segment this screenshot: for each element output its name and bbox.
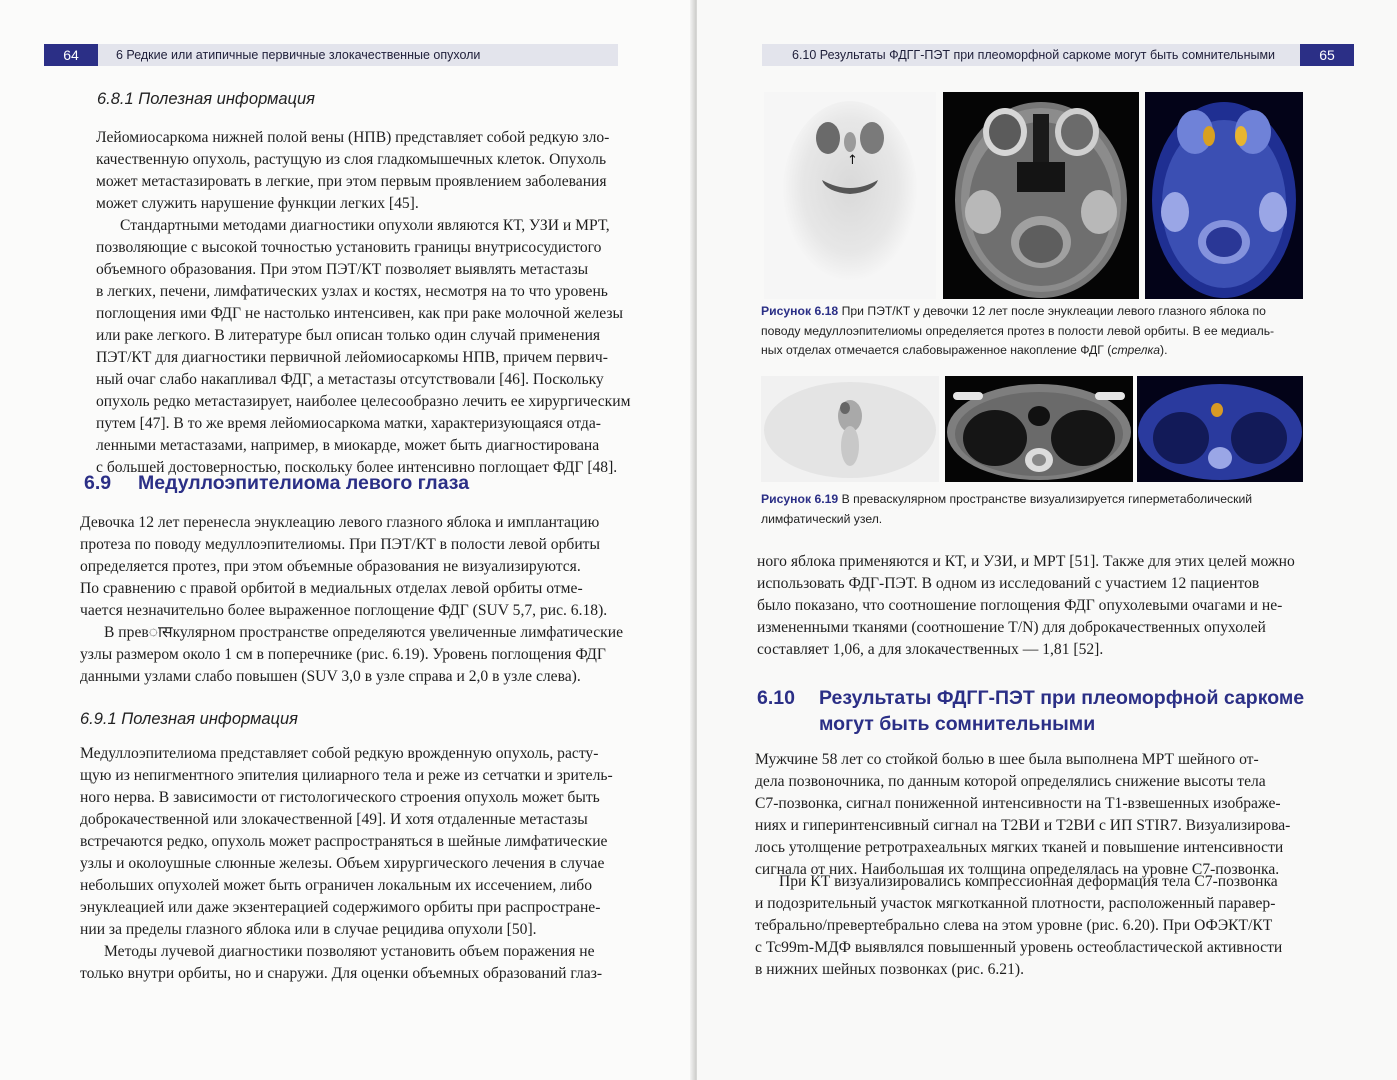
text-line: По сравнению с правой орбитой в медиальных отделах левой орбиты отме-	[80, 580, 583, 597]
caption-line: лимфатический узел.	[761, 511, 883, 526]
paragraph-4	[80, 622, 624, 688]
section-number: 6.9	[84, 472, 112, 494]
paragraph-3	[80, 512, 617, 622]
text-line: энуклеацией или даже экзентерацией содержимого орбиты при распростране-	[80, 899, 601, 916]
section-heading-6-8-1: 6.8.1 Полезная информация	[97, 90, 315, 108]
ct-head-image	[943, 92, 1139, 299]
figure-6-18-ct-scan	[943, 92, 1139, 299]
figure-6-19-ct-scan	[945, 376, 1133, 482]
text-line: нии за пределы глазного яблока или в случае рецидива опухоли [50].	[80, 921, 537, 938]
text-line: позволяющие с высокой точностью установить границы внутрисосудистого	[96, 239, 602, 256]
text-line: ленными метастазами, например, в миокарде, может быть диагностирована	[96, 437, 600, 454]
section-heading-6-9	[84, 470, 469, 496]
text-line: При КТ визуализировались компрессионная деформация тела C7-позвонка	[779, 873, 1278, 890]
text-line: или раке легкого. В литературе был описан только один случай применения	[96, 327, 601, 344]
figure-6-18-pet-scan	[764, 92, 936, 299]
text-line: В превासкулярном пространстве определяются увеличенные лимфатические	[104, 624, 624, 641]
text-line: лось утолщение ретротрахеальных мягких тканей и повышение интенсивности	[755, 839, 1284, 856]
caption-line: ных отделах отмечается слабовыраженное накопление ФДГ (	[761, 343, 1112, 357]
fusion-chest-image	[1137, 376, 1303, 482]
section-heading-6-10	[757, 685, 1317, 737]
text-line: поглощения ими ФДГ не настолько интенсивен, как при раке молочной железы	[96, 305, 623, 322]
pet-chest-image	[761, 376, 939, 482]
text-line: определяется протез, при этом объемные образования не визуализируются.	[80, 558, 581, 575]
text-line: Мужчине 58 лет со стойкой болью в шее была выполнена МРТ шейного от-	[755, 751, 1259, 768]
text-line: Девочка 12 лет перенесла энуклеацию левого глазного яблока и имплантацию	[80, 514, 600, 531]
text-line: с Tc99m-МДФ выявлялся повышенный уровень остеобластической активности	[755, 939, 1283, 956]
text-line: использовать ФДГ-ПЭТ. В одном из исследований с участием 12 пациентов	[757, 575, 1260, 592]
text-line: может служить нарушение функции легких [45].	[96, 195, 419, 212]
running-head: 6.10 Результаты ФДГГ-ПЭТ при плеоморфной саркоме могут быть сомнительными	[792, 48, 1276, 62]
figure-6-19-fusion-scan	[1137, 376, 1303, 482]
page-number: 64	[44, 44, 98, 66]
text-line: измененными тканями (соотношение T/N) для доброкачественных опухолей	[757, 619, 1266, 636]
text-line: щую из непигментного эпителия цилиарного тела и реже из сетчатки и зритель-	[80, 767, 613, 784]
paragraph-8	[755, 749, 1297, 881]
text-line: Методы лучевой диагностики позволяют установить объем поражения не	[104, 943, 595, 960]
figure-6-19-caption	[761, 490, 1321, 529]
left-page	[0, 0, 693, 1080]
text-line: опухоль редко метастазирует, наиболее целесообразно лечить ее хирургическим	[96, 393, 631, 410]
section-title: Результаты ФДГГ-ПЭТ при плеоморфной саркоме	[819, 687, 1305, 709]
right-page	[697, 0, 1397, 1080]
text-line: только внутри орбиты, но и снаружи. Для оценки объемных образований глаз-	[80, 965, 603, 982]
text-line: чается незначительно более выраженное поглощение ФДГ (SUV 5,7, рис. 6.18).	[80, 602, 608, 619]
text-line: ный очаг слабо накапливал ФДГ, а метастазы отсутствовали [46]. Поскольку	[96, 371, 604, 388]
text-line: Стандартными методами диагностики опухоли являются КТ, УЗИ и МРТ,	[120, 217, 610, 234]
text-line: Медуллоэпителиома представляет собой редкую врожденную опухоль, расту-	[80, 745, 599, 762]
page-number: 65	[1300, 44, 1354, 66]
paragraph-5	[80, 743, 617, 941]
figure-label: Рисунок 6.19	[761, 492, 839, 506]
caption-italic: стрелка	[1111, 343, 1161, 357]
arrow-icon: ↑	[847, 153, 858, 168]
text-line: ПЭТ/КТ для диагностики первичной лейомиосаркомы НПВ, причем первич-	[96, 349, 608, 366]
section-number: 6.10	[757, 687, 795, 709]
running-head: 6 Редкие или атипичные первичные злокачественные опухоли	[116, 48, 481, 62]
caption-line: В преваскулярном пространстве визуализируется гиперметаболический	[841, 492, 1253, 506]
text-line: с большей достоверностью, поскольку более интенсивно поглощает ФДГ [48].	[96, 459, 618, 476]
paragraph-6	[80, 941, 617, 985]
text-line: в нижних шейных позвонках (рис. 6.21).	[755, 961, 1024, 978]
text-line: C7-позвонка, сигнал пониженной интенсивности на T1-взвешенных изображе-	[755, 795, 1281, 812]
text-line: составляет 1,06, а для злокачественных — 1,81 [52].	[757, 641, 1104, 658]
text-line: узлы размером около 1 см в поперечнике (рис. 6.19). Уровень поглощения ФДГ	[80, 646, 606, 663]
text-line: может метастазировать в легкие, при этом первым проявлением заболевания	[96, 173, 607, 190]
paragraph-1	[96, 127, 618, 215]
text-line: ного нерва. В зависимости от гистологического строения опухоль может быть	[80, 789, 600, 806]
caption-line: При ПЭТ/КТ у девочки 12 лет после энуклеации левого глазного яблока по	[841, 304, 1266, 318]
text-line: в легких, печени, лимфатических узлах и костях, несмотря на то что уровень	[96, 283, 608, 300]
section-heading-6-9-1: 6.9.1 Полезная информация	[80, 710, 298, 728]
figure-6-19-pet-scan	[761, 376, 939, 482]
text-line: узлы и околоушные слюнные железы. Объем хирургического лечения в случае	[80, 855, 605, 872]
text-line: встречаются редко, опухоль может распространяться в шейные лимфатические	[80, 833, 608, 850]
text-line: дела позвоночника, по данным которой определялись снижение высоты тела	[755, 773, 1266, 790]
text-line: тебрально/превертебрально слева на этом уровне (рис. 6.20). При ОФЭКТ/КТ	[755, 917, 1273, 934]
text-line: объемного образования. При этом ПЭТ/КТ позволяет выявлять метастазы	[96, 261, 589, 278]
section-title-cont: могут быть сомнительными	[819, 713, 1096, 735]
text-line: данными узлами слабо повышен (SUV 3,0 в узле справа и 2,0 в узле слева).	[80, 668, 581, 685]
text-line: ниях и гиперинтенсивный сигнал на T2ВИ и T2ВИ с ИП STIR7. Визуализирова-	[755, 817, 1291, 834]
text-line: ного яблока применяются и КТ, и УЗИ, и МРТ [51]. Также для этих целей можно	[757, 553, 1295, 570]
paragraph-7	[757, 551, 1297, 661]
text-line: небольших опухолей может быть ограничен локальным их иссечением, либо	[80, 877, 593, 894]
caption-tail: ).	[1160, 343, 1168, 357]
pet-head-image	[764, 92, 936, 299]
text-line: качественную опухоль, растущую из слоя гладкомышечных клеток. Опухоль	[96, 151, 607, 168]
paragraph-2	[96, 215, 631, 479]
paragraph-9	[755, 871, 1297, 981]
text-line: Лейомиосаркома нижней полой вены (НПВ) представляет собой редкую зло-	[96, 129, 610, 146]
text-line: и подозрительный участок мягкотканной плотности, расположенный паравер-	[755, 895, 1276, 912]
figure-6-18-fusion-scan	[1145, 92, 1303, 299]
ct-chest-image	[945, 376, 1133, 482]
fusion-head-image	[1145, 92, 1303, 299]
text-line: протеза по поводу медуллоэпителиомы. При ПЭТ/КТ в полости левой орбиты	[80, 536, 600, 553]
text-line: путем [47]. В то же время лейомиосаркома матки, характеризующаяся отда-	[96, 415, 601, 432]
figure-6-18-caption	[761, 302, 1321, 361]
text-line: было показано, что соотношение поглощения ФДГ опухолевыми очагами и не-	[757, 597, 1283, 614]
section-title: Медуллоэпителиома левого глаза	[138, 472, 470, 494]
figure-label: Рисунок 6.18	[761, 304, 839, 318]
caption-line: поводу медуллоэпителиомы определяется протез в полости левой орбиты. В ее медиаль-	[761, 323, 1275, 338]
text-line: доброкачественной или злокачественной [49]. И хотя отдаленные метастазы	[80, 811, 588, 828]
text-line: сигнала от них. Наибольшая их толщина определялась на уровне C7-позвонка.	[755, 861, 1280, 878]
